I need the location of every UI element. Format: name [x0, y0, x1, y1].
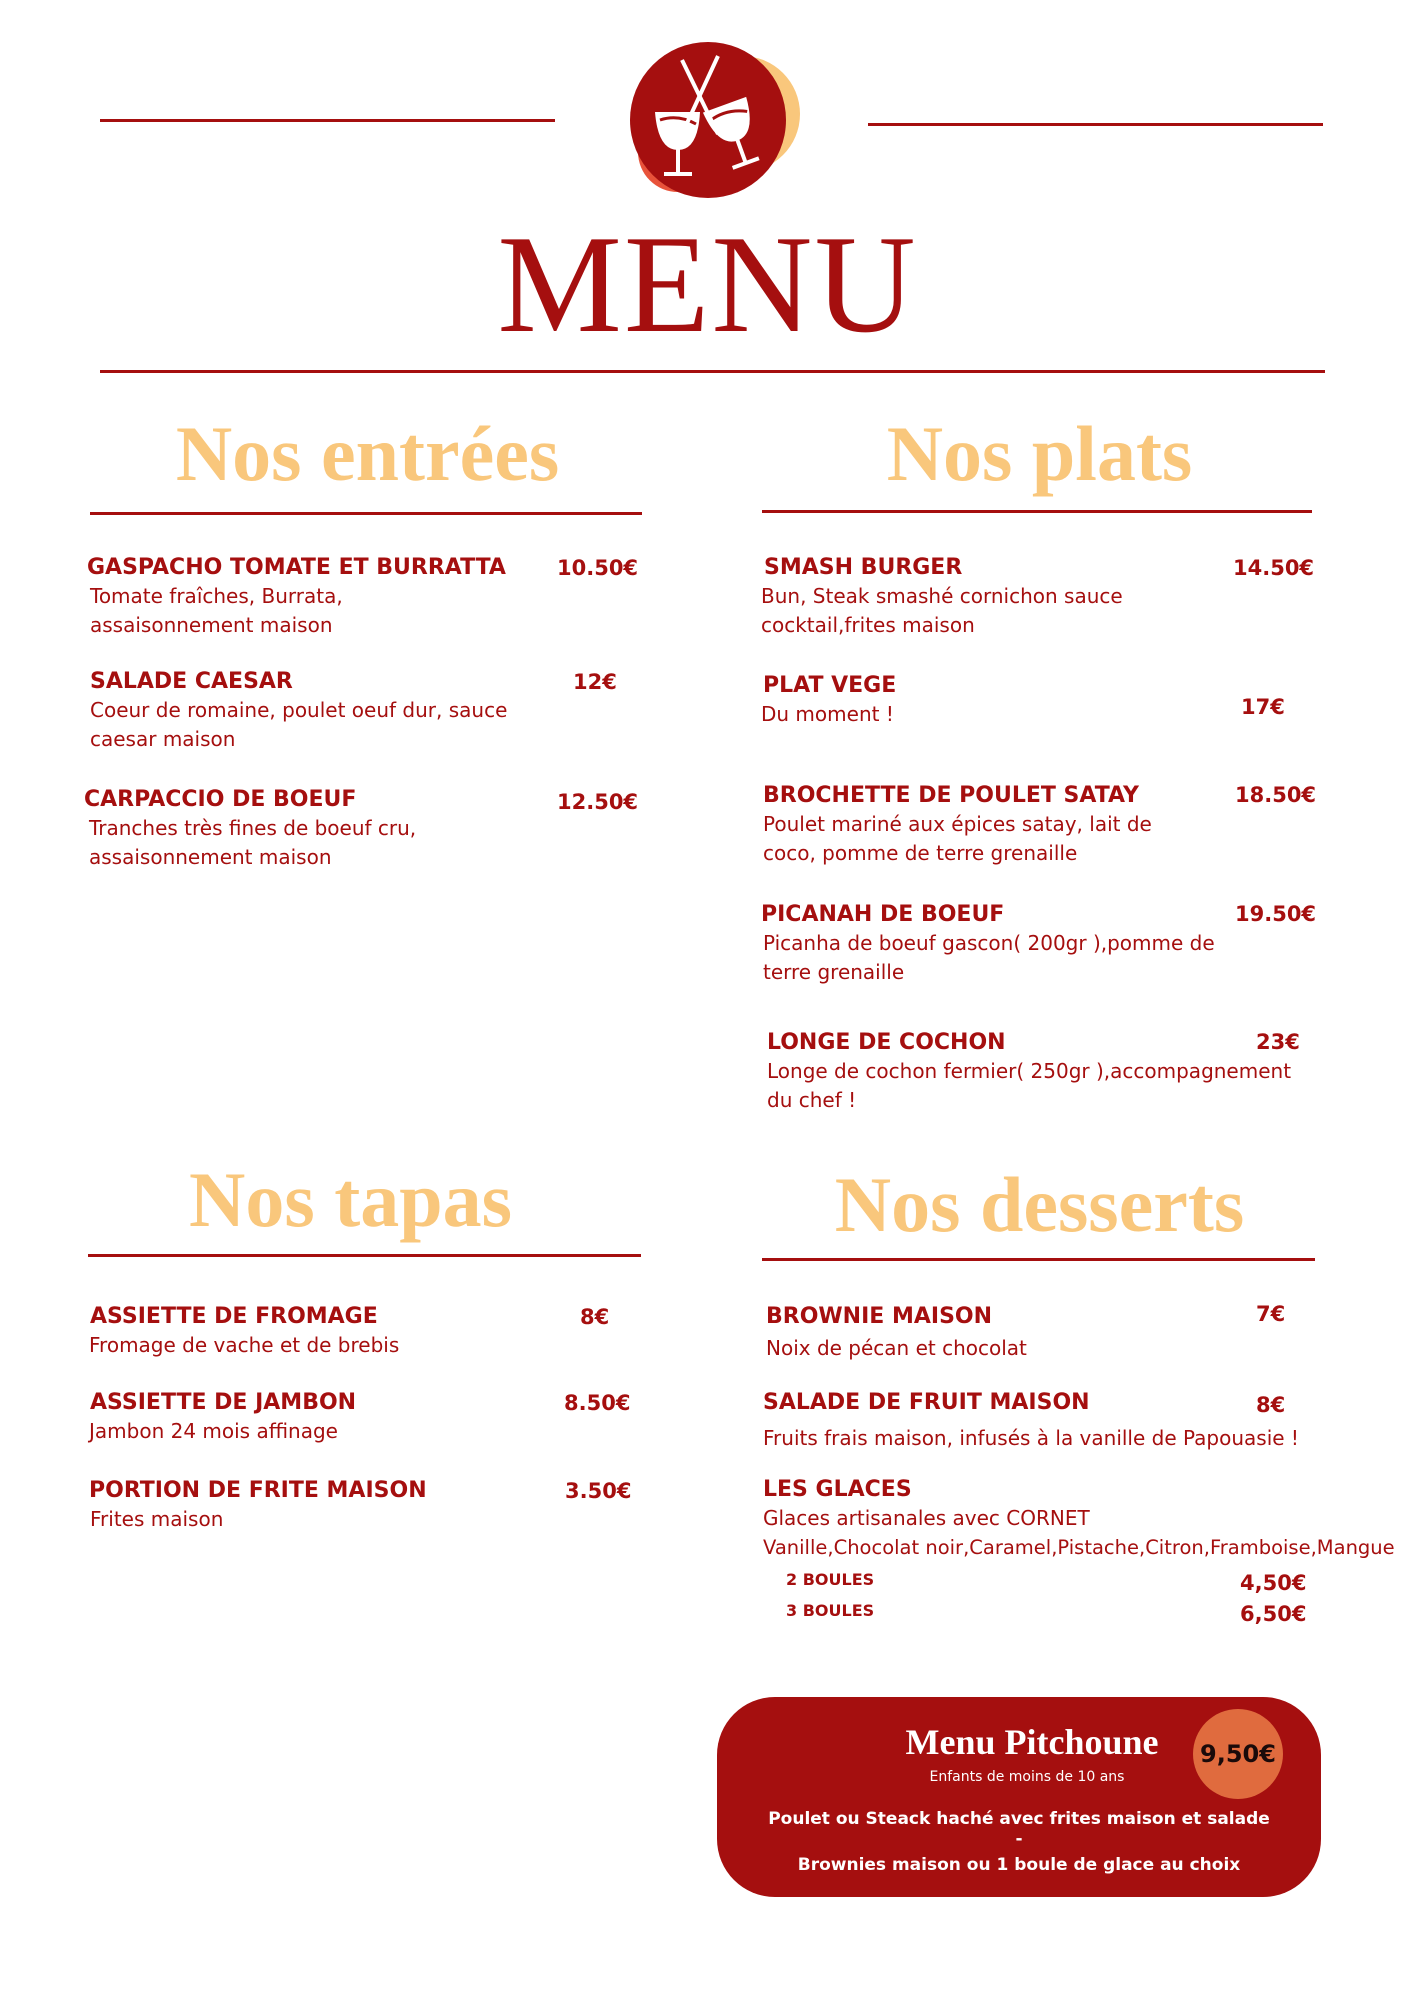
header-rule-right — [868, 123, 1323, 126]
glace-option: 2 BOULES — [786, 1570, 875, 1589]
item-description: Du moment ! — [761, 702, 894, 726]
item-name: LES GLACES — [763, 1477, 912, 1502]
item-description: Picanha de boeuf gascon( 200gr ),pomme de terre grenaille — [763, 931, 1215, 984]
list-item — [761, 554, 1161, 640]
item-description: Frites maison — [90, 1507, 224, 1531]
glace-price: 4,50€ — [1240, 1571, 1307, 1595]
kids-menu-subtitle: Enfants de moins de 10 ans — [929, 1769, 1125, 1785]
section-title-tapas: Nos tapas — [189, 1156, 512, 1243]
section-rule-tapas — [88, 1254, 641, 1257]
item-price: 3.50€ — [565, 1479, 632, 1503]
item-description: Jambon 24 mois affinage — [89, 1419, 338, 1443]
section-title-desserts: Nos desserts — [834, 1161, 1245, 1248]
item-price: 8.50€ — [564, 1391, 631, 1415]
item-description: Fruits frais maison, infusés à la vanille de Papouasie ! — [763, 1426, 1299, 1450]
section-rule-entrees — [90, 512, 642, 515]
list-item — [89, 1477, 549, 1534]
wine-glasses-logo-icon — [620, 42, 810, 212]
list-item — [763, 1476, 1413, 1562]
item-description: Noix de pécan et chocolat — [766, 1336, 1027, 1360]
title-underline — [100, 370, 1325, 373]
section-title-plats: Nos plats — [886, 410, 1193, 497]
header-rule-left — [100, 119, 555, 122]
glace-option: 3 BOULES — [786, 1601, 875, 1620]
item-price: 17€ — [1241, 695, 1285, 719]
item-price: 10.50€ — [557, 556, 639, 580]
list-item — [90, 1389, 510, 1446]
kids-menu-box — [717, 1697, 1321, 1897]
list-item — [84, 786, 524, 872]
item-description: Longe de cochon fermier( 250gr ),accompagnement du chef ! — [767, 1059, 1292, 1112]
item-description: Poulet mariné aux épices satay, lait de coco, pomme de terre grenaille — [763, 812, 1152, 865]
item-description: Tomate fraîches, Burrata, assaisonnement maison — [90, 584, 343, 637]
list-item — [767, 1029, 1307, 1115]
item-price: 14.50€ — [1233, 556, 1315, 580]
item-name: PICANAH DE BOEUF — [761, 902, 1005, 927]
list-item — [761, 901, 1221, 987]
item-name: ASSIETTE DE FROMAGE — [90, 1304, 378, 1329]
list-item — [766, 1303, 1186, 1363]
list-item — [763, 782, 1163, 868]
item-description: Coeur de romaine, poulet oeuf dur, sauce caesar maison — [90, 698, 508, 751]
item-price: 12€ — [573, 670, 617, 694]
item-name: SALADE CAESAR — [90, 669, 293, 694]
kids-menu-separator: - — [1015, 1829, 1023, 1849]
section-title-entrees: Nos entrées — [175, 410, 560, 497]
item-description: Tranches très fines de boeuf cru, assaisonnement maison — [89, 816, 417, 869]
item-name: GASPACHO TOMATE ET BURRATTA — [87, 555, 506, 580]
list-item — [90, 1303, 510, 1360]
list-item — [761, 672, 1161, 729]
item-price: 8€ — [580, 1305, 610, 1329]
kids-menu-title: Menu Pitchoune — [905, 1722, 1159, 1762]
item-price: 8€ — [1256, 1393, 1286, 1417]
item-description: Fromage de vache et de brebis — [89, 1333, 400, 1357]
item-name: SALADE DE FRUIT MAISON — [763, 1390, 1090, 1415]
item-name: LONGE DE COCHON — [767, 1030, 1006, 1055]
item-price: 18.50€ — [1235, 783, 1317, 807]
kids-menu-line-1: Poulet ou Steack haché avec frites maison et salade — [768, 1809, 1270, 1829]
item-name: ASSIETTE DE JAMBON — [90, 1390, 357, 1415]
list-item — [90, 668, 530, 754]
item-price: 7€ — [1256, 1302, 1286, 1326]
item-price: 23€ — [1256, 1030, 1300, 1054]
list-item — [87, 554, 527, 640]
section-rule-desserts — [762, 1258, 1315, 1261]
item-name: PORTION DE FRITE MAISON — [89, 1478, 427, 1503]
kids-menu-line-2: Brownies maison ou 1 boule de glace au choix — [797, 1855, 1241, 1875]
item-name: CARPACCIO DE BOEUF — [84, 787, 357, 812]
list-item — [763, 1389, 1323, 1453]
item-name: SMASH BURGER — [764, 555, 963, 580]
glace-price: 6,50€ — [1240, 1602, 1307, 1626]
flavor-list: Vanille,Chocolat noir,Caramel,Pistache,Citron,Framboise,Mangue — [763, 1536, 1395, 1559]
item-price: 19.50€ — [1235, 902, 1317, 926]
section-rule-plats — [762, 510, 1312, 513]
item-name: BROCHETTE DE POULET SATAY — [763, 783, 1139, 808]
item-description: Glaces artisanales avec CORNET — [763, 1506, 1090, 1530]
item-description: Bun, Steak smashé cornichon sauce cocktail,frites maison — [761, 584, 1123, 637]
item-name: PLAT VEGE — [763, 673, 897, 698]
kids-menu-price-badge: 9,50€ — [1193, 1709, 1283, 1799]
item-price: 12.50€ — [557, 790, 639, 814]
item-name: BROWNIE MAISON — [766, 1304, 993, 1329]
menu-title: MENU — [497, 207, 918, 362]
